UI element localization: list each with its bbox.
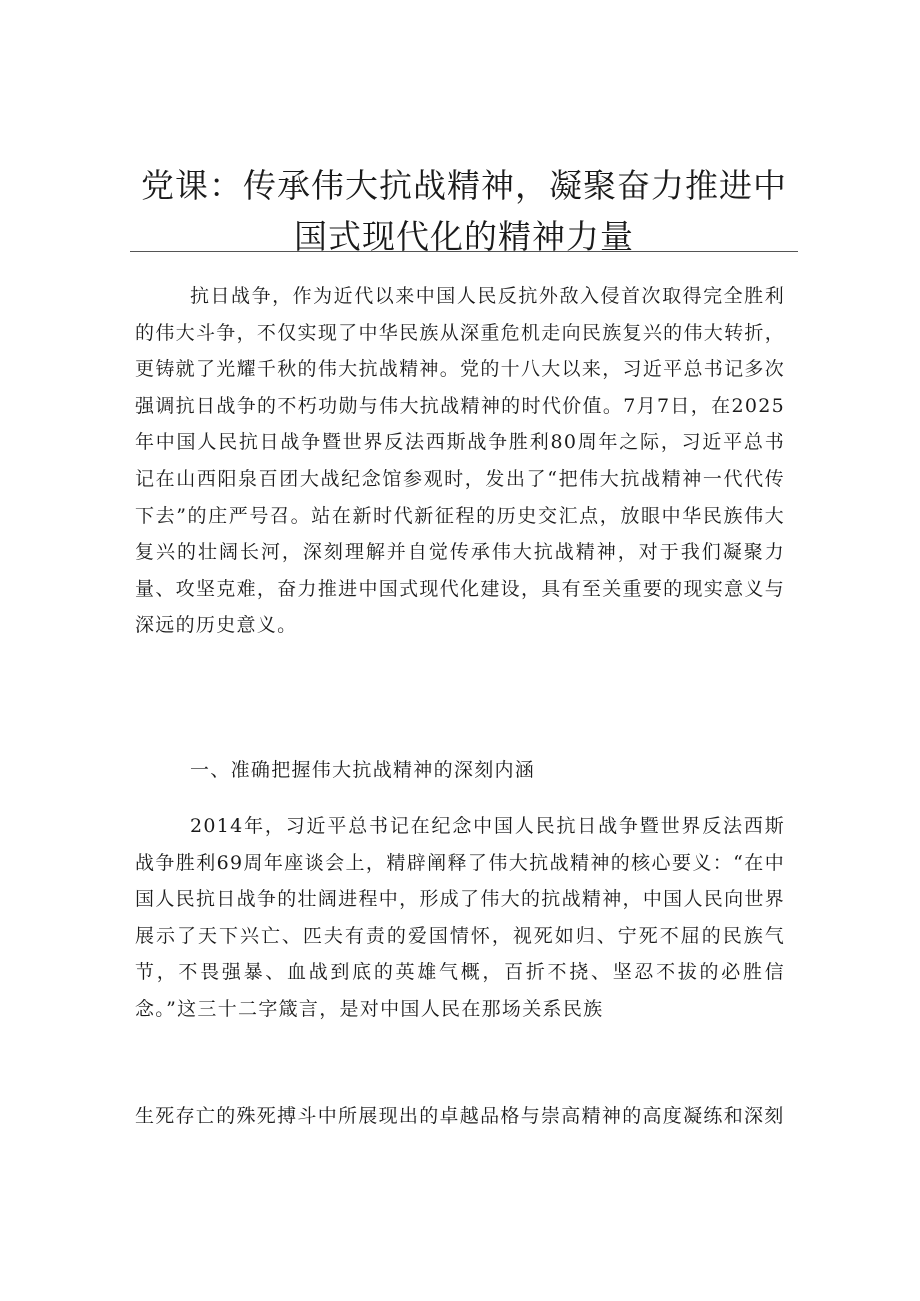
- title-underline: [130, 251, 798, 252]
- section-1-body-paragraph: 2014年，习近平总书记在纪念中国人民抗日战争暨世界反法西斯战争胜利69周年座谈会上，精辟阐释了伟大抗战精神的核心要义：“在中国人民抗日战争的壮阔进程中，形成了伟大的抗战精神，中国人民向世界展示了天下兴亡、匹夫有责的爱国情怀，视死如归、宁死不屈的民族气节，不畏强暴、血战到底的英雄气概，百折不挠、坚忍不拔的必胜信念。”这三十二字箴言，是对中国人民在那场关系民族: [135, 815, 785, 1020]
- section-1-heading: 一、准确把握伟大抗战精神的深刻内涵: [190, 759, 536, 781]
- section-1-continued-paragraph: 生死存亡的殊死搏斗中所展现出的卓越品格与崇高精神的高度凝练和深刻: [135, 1105, 785, 1127]
- document-title: 党课：传承伟大抗战精神，凝聚奋力推进中国式现代化的精神力量: [141, 166, 787, 256]
- intro-paragraph: 抗日战争，作为近代以来中国人民反抗外敌入侵首次取得完全胜利的伟大斗争，不仅实现了中华民族从深重危机走向民族复兴的伟大转折，更铸就了光耀千秋的伟大抗战精神。党的十八大以来，习近平总书记多次强调抗日战争的不朽功勋与伟大抗战精神的时代价值。7月7日，在2025年中国人民抗日战争暨世界反法西斯战争胜利80周年之际，习近平总书记在山西阳泉百团大战纪念馆参观时，发出了“把伟大抗战精神一代代传下去”的庄严号召。站在新时代新征程的历史交汇点，放眼中华民族伟大复兴的壮阔长河，深刻理解并自觉传承伟大抗战精神，对于我们凝聚力量、攻坚克难，奋力推进中国式现代化建设，具有至关重要的现实意义与深远的历史意义。: [135, 285, 785, 637]
